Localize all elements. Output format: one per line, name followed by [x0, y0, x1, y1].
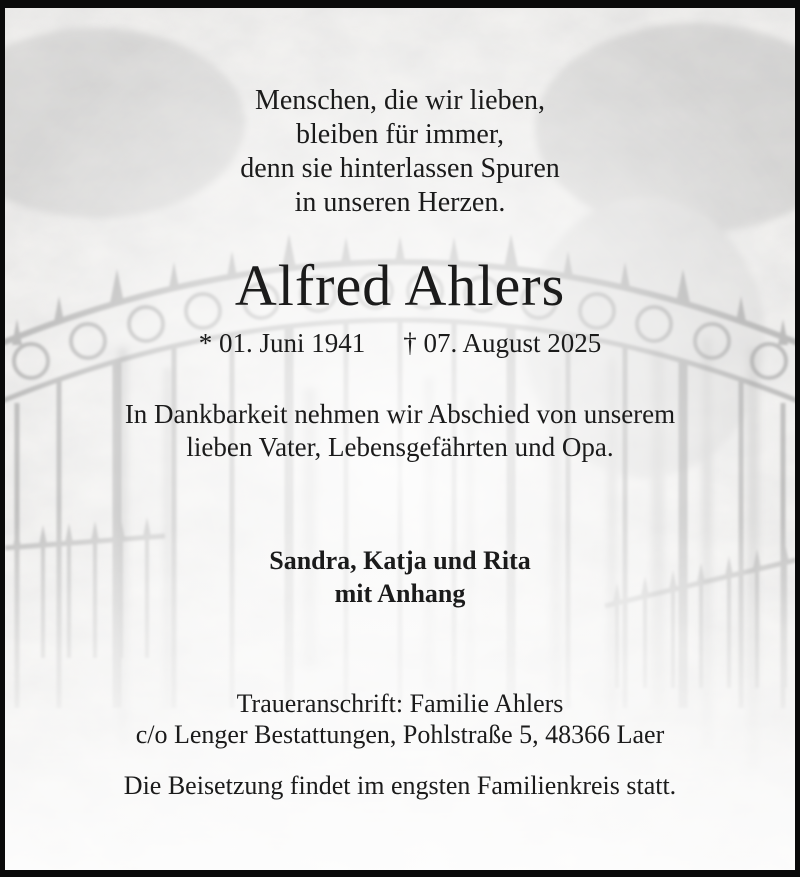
notice-text	[5, 8, 795, 870]
mourners-names	[5, 544, 795, 610]
mourning-address	[5, 688, 795, 750]
address-line-2: c/o Lenger Bestattungen, Pohlstraße 5, 48366 Laer	[135, 720, 665, 749]
deceased-name: Alfred Ahlers	[234, 253, 566, 318]
poem-line-3: denn sie hinterlassen Spuren	[240, 153, 560, 184]
mourners-line-2: mit Anhang	[334, 579, 466, 608]
death-date: † 07. August 2025	[403, 328, 602, 358]
birth-date: * 01. Juni 1941	[198, 328, 366, 358]
farewell-line-1: In Dankbarkeit nehmen wir Abschied von unserem	[124, 399, 676, 429]
farewell-text	[5, 398, 795, 464]
memorial-poem	[5, 84, 795, 220]
farewell-line-2: lieben Vater, Lebensgefährten und Opa.	[186, 432, 614, 462]
poem-line-4: in unseren Herzen.	[294, 187, 506, 218]
address-line-1: Traueranschrift: Familie Ahlers	[236, 689, 564, 718]
life-dates	[5, 326, 795, 360]
poem-line-2: bleiben für immer,	[295, 119, 505, 150]
poem-line-1: Menschen, die wir lieben,	[254, 85, 546, 116]
funeral-note: Die Beisetzung findet im engsten Familienkreis statt.	[123, 771, 677, 800]
mourners-line-1: Sandra, Katja und Rita	[269, 546, 531, 575]
